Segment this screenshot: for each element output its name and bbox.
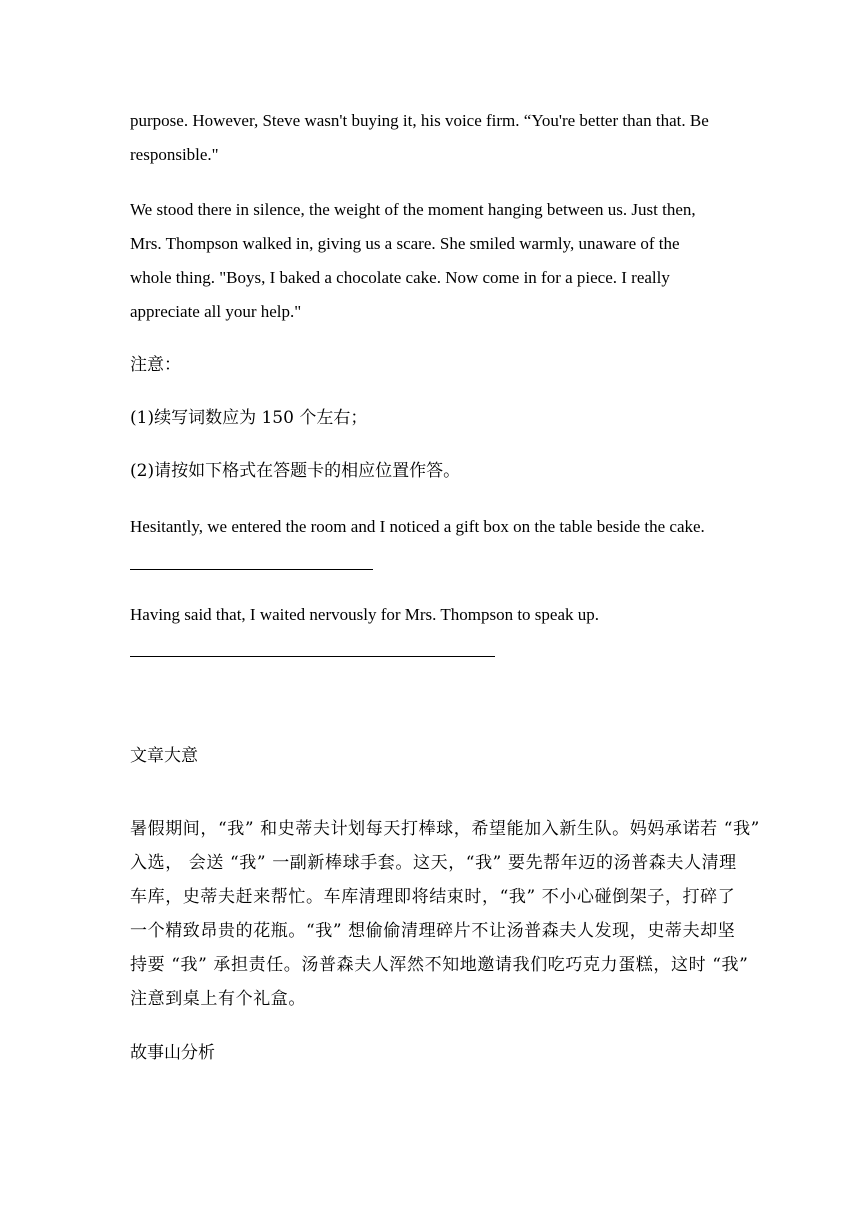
summary-line-6: 注意到桌上有个礼盒。 xyxy=(130,989,306,1009)
story-paragraph-1-line-1: purpose. However, Steve wasn't buying it, his voice firm. “You're better than that. Be xyxy=(130,111,709,130)
summary-line-1: 暑假期间，“我” 和史蒂夫计划每天打棒球，希望能加入新生队。妈妈承诺若 “我” xyxy=(130,819,760,839)
summary-line-3: 车库，史蒂夫赶来帮忙。车库清理即将结束时，“我” 不小心碰倒架子，打碎了 xyxy=(130,887,736,907)
notes-item-1: (1)续写词数应为 150 个左右； xyxy=(130,408,368,428)
summary-line-2: 入选， 会送 “我” 一副新棒球手套。这天，“我” 要先帮年迈的汤普森夫人清理 xyxy=(130,853,737,873)
story-paragraph-2-line-2: Mrs. Thompson walked in, giving us a scare. She smiled warmly, unaware of the xyxy=(130,234,680,253)
notes-heading: 注意： xyxy=(130,355,181,375)
story-paragraph-1-line-2: responsible." xyxy=(130,145,219,164)
continuation-prompt-1: Hesitantly, we entered the room and I noticed a gift box on the table beside the cake. xyxy=(130,517,705,536)
analysis-heading: 故事山分析 xyxy=(130,1043,215,1063)
answer-line-1 xyxy=(130,569,373,570)
continuation-prompt-2: Having said that, I waited nervously for Mrs. Thompson to speak up. xyxy=(130,605,600,624)
summary-line-5: 持要 “我” 承担责任。汤普森夫人浑然不知地邀请我们吃巧克力蛋糕，这时 “我” xyxy=(130,955,749,975)
story-paragraph-2-line-1: We stood there in silence, the weight of the moment hanging between us. Just then, xyxy=(130,200,696,219)
summary-line-4: 一个精致昂贵的花瓶。“我” 想偷偷清理碎片不让汤普森夫人发现，史蒂夫却坚 xyxy=(130,921,736,941)
notes-item-2: (2)请按如下格式在答题卡的相应位置作答。 xyxy=(130,461,461,481)
story-paragraph-2-line-4: appreciate all your help." xyxy=(130,302,302,321)
story-paragraph-2-line-3: whole thing. "Boys, I baked a chocolate cake. Now come in for a piece. I really xyxy=(130,268,670,287)
summary-heading: 文章大意 xyxy=(130,746,198,766)
answer-line-2 xyxy=(130,656,495,657)
